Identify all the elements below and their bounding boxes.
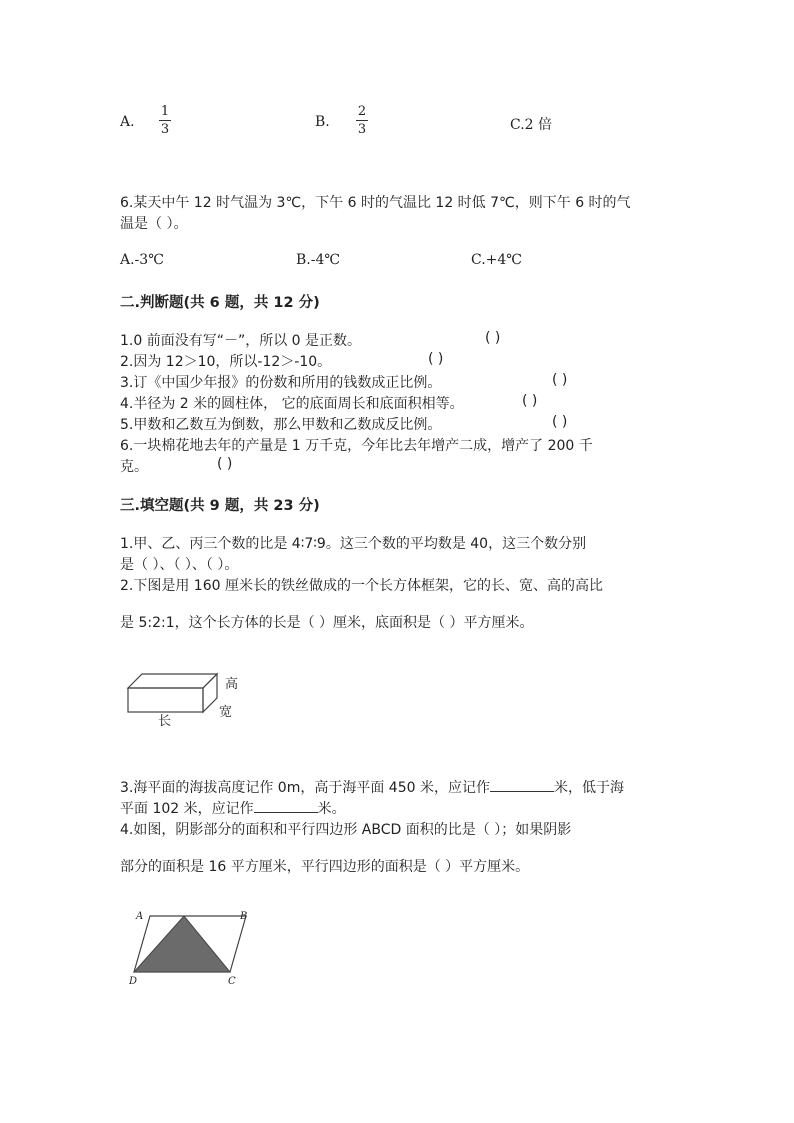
q6-option-a: A.-3℃ xyxy=(120,252,164,268)
judge-item-4-answer: ( ) xyxy=(522,393,538,409)
fill-question-2-line-2: 是 5:2:1，这个长方体的长是（ ）厘米，底面积是（ ）平方厘米。 xyxy=(120,615,534,631)
q6-option-c: C.+4℃ xyxy=(471,252,522,268)
parallelogram-figure xyxy=(126,906,256,988)
height-label: 高 xyxy=(225,677,239,692)
judge-item-6-answer: ( ) xyxy=(217,456,233,472)
section-2-heading: 二.判断题(共 6 题，共 12 分) xyxy=(120,295,320,311)
fraction-denominator: 3 xyxy=(357,122,367,137)
option-b-fraction xyxy=(356,104,368,137)
vertex-a-label: A xyxy=(136,911,144,922)
judge-item-6-line-1: 6.一块棉花地去年的产量是 1 万千克，今年比去年增产二成，增产了 200 千 xyxy=(120,438,593,454)
option-a-label: A. xyxy=(120,114,135,130)
fill-question-3-text-a: 3.海平面的海拔高度记作 0m，高于海平面 450 米，应记作 xyxy=(120,780,490,796)
judge-item-4: 4.半径为 2 米的圆柱体， 它的底面周长和底面积相等。 xyxy=(120,396,464,412)
fill-question-1-line-1: 1.甲、乙、丙三个数的比是 4∶7∶9。这三个数的平均数是 40，这三个数分别 xyxy=(120,536,587,552)
judge-item-2-answer: ( ) xyxy=(428,351,444,367)
cuboid-figure xyxy=(118,666,248,730)
vertex-c-label: C xyxy=(228,976,236,987)
answer-blank[interactable] xyxy=(490,777,554,792)
option-b-label: B. xyxy=(315,114,330,130)
answer-blank[interactable] xyxy=(254,798,318,813)
fill-question-4-line-2: 部分的面积是 16 平方厘米，平行四边形的面积是（ ）平方厘米。 xyxy=(120,859,530,875)
judge-item-3-answer: ( ) xyxy=(552,372,568,388)
fraction-bar xyxy=(356,120,368,121)
question-6-line-2: 温是（ ）。 xyxy=(120,216,188,232)
fill-question-3-text-d: 米。 xyxy=(317,801,346,817)
cuboid-top-face xyxy=(128,674,217,688)
judge-item-1: 1.0 前面没有写“－”，所以 0 是正数。 xyxy=(120,333,362,349)
length-label: 长 xyxy=(158,714,172,729)
fill-question-4-line-1: 4.如图，阴影部分的面积和平行四边形 ABCD 面积的比是（ ）；如果阴影 xyxy=(120,822,572,838)
q6-option-b: B.-4℃ xyxy=(296,252,341,268)
fraction-numerator: 2 xyxy=(357,104,367,119)
vertex-b-label: B xyxy=(240,911,248,922)
question-6-line-1: 6.某天中午 12 时气温为 3℃，下午 6 时的气温比 12 时低 7℃，则下午 6 时的气 xyxy=(120,195,631,211)
judge-item-3: 3.订《中国少年报》的份数和所用的钱数成正比例。 xyxy=(120,375,442,391)
cuboid-side-face xyxy=(203,674,217,712)
section-3-heading: 三.填空题(共 9 题，共 23 分) xyxy=(120,498,320,514)
cuboid-front-face xyxy=(128,688,203,712)
fill-question-2-line-1: 2.下图是用 160 厘米长的铁丝做成的一个长方体框架，它的长、宽、高的高比 xyxy=(120,578,603,594)
fill-question-3-text-b: 米，低于海 xyxy=(553,780,624,796)
shaded-triangle xyxy=(134,916,230,972)
fill-question-3-line-1 xyxy=(120,777,624,797)
vertex-d-label: D xyxy=(129,976,138,987)
judge-item-5-answer: ( ) xyxy=(552,414,568,430)
width-label: 宽 xyxy=(219,705,233,720)
fill-question-3-text-c: 平面 102 米，应记作 xyxy=(120,801,254,817)
option-c: C.2 倍 xyxy=(510,117,553,133)
judge-item-5: 5.甲数和乙数互为倒数，那么甲数和乙数成反比例。 xyxy=(120,417,442,433)
judge-item-6-line-2: 克。 xyxy=(120,459,148,475)
fraction-numerator: 1 xyxy=(160,104,170,119)
judge-item-2: 2.因为 12＞10，所以-12＞-10。 xyxy=(120,354,332,370)
fraction-bar xyxy=(159,120,171,121)
fill-question-3-line-2 xyxy=(120,798,346,818)
option-a-fraction xyxy=(159,104,171,137)
judge-item-1-answer: ( ) xyxy=(485,330,501,346)
fraction-denominator: 3 xyxy=(160,122,170,137)
fill-question-1-line-2: 是（ ）、（ ）、（ ）。 xyxy=(120,557,239,573)
